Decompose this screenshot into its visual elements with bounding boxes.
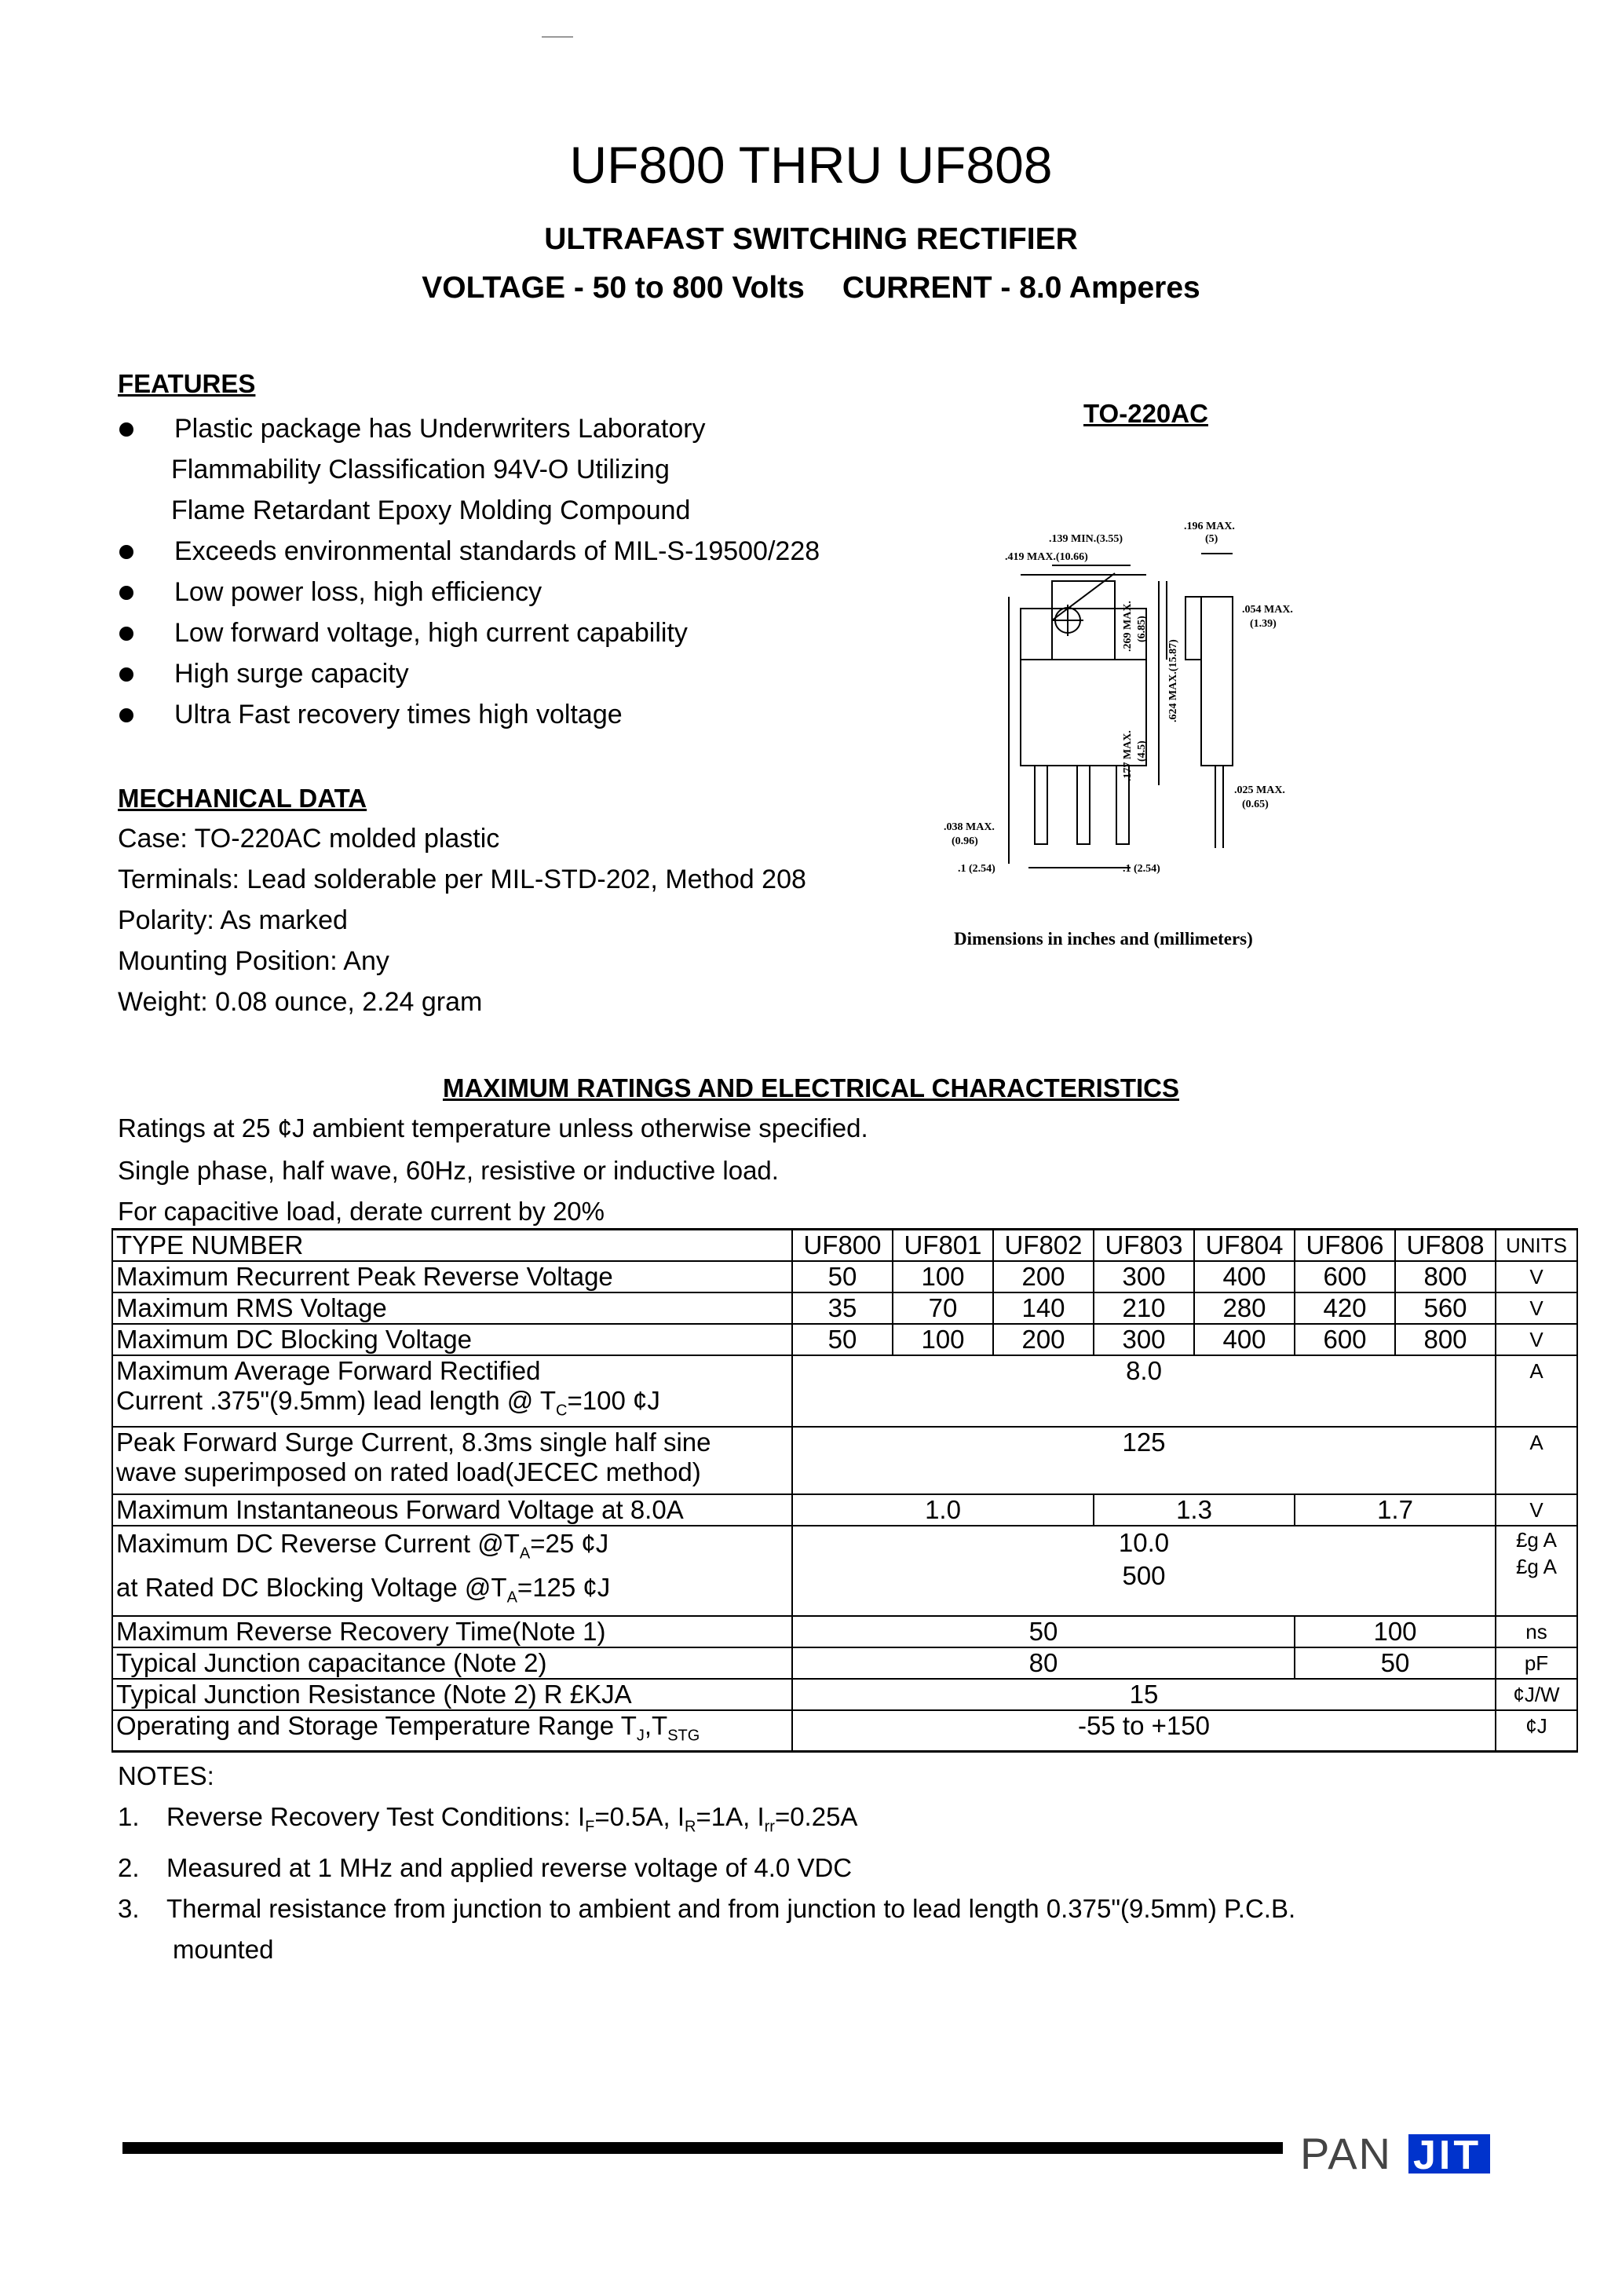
col-header: UF803	[1094, 1230, 1194, 1262]
feature-item: Plastic package has Underwriters Laboratory Flammability Classification 94V-O Utilizing Flame Retardant Epoxy Molding Compound	[118, 408, 903, 531]
dim-038-mm: (0.96)	[952, 835, 978, 847]
current-summary: CURRENT - 8.0 Amperes	[842, 271, 1200, 305]
ratings-intro	[118, 1107, 868, 1231]
intro-line: For capacitive load, derate current by 20%	[118, 1197, 605, 1226]
table-row: Maximum DC Blocking Voltage 50 100 200 300 400 600 800 V	[112, 1324, 1577, 1355]
table-row: Maximum Reverse Recovery Time(Note 1) 50 100 ns	[112, 1616, 1577, 1647]
mechanical-line: Weight: 0.08 ounce, 2.24 gram	[118, 987, 483, 1017]
pitch-left: .1 (2.54)	[958, 863, 995, 875]
features-section	[118, 369, 903, 735]
table-row: Typical Junction capacitance (Note 2) 80 50 pF	[112, 1647, 1577, 1679]
dim-054-mm: (1.39)	[1250, 618, 1277, 630]
rating-summary	[0, 271, 1622, 305]
note-item: 1. Reverse Recovery Test Conditions: $I_F=0.5A$, $I_R=1A$, $I_{rr}=0.25A$	[118, 1802, 858, 1836]
mechanical-line: Case: TO-220AC molded plastic	[118, 824, 500, 854]
features-list	[118, 408, 903, 735]
dim-269: .269 MAX.	[1122, 601, 1134, 652]
dim-269-mm: (6.85)	[1136, 616, 1148, 642]
col-header: UF808	[1395, 1230, 1496, 1262]
feature-item: High surge capacity	[118, 653, 903, 694]
intro-line: Single phase, half wave, 60Hz, resistive or inductive load.	[118, 1156, 779, 1185]
table-row: Maximum DC Reverse Current $@T_A=25$ ¢J at Rated DC Blocking Voltage $@T_A=125$ ¢J 10.0 500 £g A £g A	[112, 1526, 1577, 1616]
page-title: UF800 THRU UF808	[569, 136, 1053, 194]
type-number-label: TYPE NUMBER	[112, 1230, 792, 1262]
panjit-logo	[1300, 2130, 1496, 2177]
col-header: UF804	[1194, 1230, 1295, 1262]
ratings-heading-wrap	[0, 1073, 1622, 1103]
footer-rule	[122, 2142, 1283, 2154]
feature-item: Low power loss, high efficiency	[118, 572, 903, 612]
dim-038: .038 MAX.	[944, 821, 995, 833]
col-header: UF801	[893, 1230, 993, 1262]
package-outline-diagram	[934, 518, 1343, 887]
svg-text:JIT: JIT	[1413, 2133, 1482, 2177]
mechanical-line: Mounting Position: Any	[118, 946, 389, 976]
notes-section	[118, 1756, 1295, 1970]
feature-item: Ultra Fast recovery times high voltage	[118, 694, 903, 735]
note-item: 3. Thermal resistance from junction to ambient and from junction to lead length 0.375"(9.5mm) P.C.B.	[118, 1893, 1296, 1923]
dim-419: .419 MAX.(10.66)	[1005, 551, 1088, 563]
dim-177: .177 MAX.	[1122, 730, 1134, 781]
table-row: Maximum RMS Voltage 35 70 140 210 280 420 560 V	[112, 1292, 1577, 1324]
dim-054: .054 MAX.	[1242, 604, 1293, 616]
table-row: Typical Junction Resistance (Note 2) R £KJA 15 ¢J/W	[112, 1679, 1577, 1710]
dimensions-caption: Dimensions in inches and (millimeters)	[954, 929, 1253, 949]
table-row: Maximum Instantaneous Forward Voltage at 8.0A 1.0 1.3 1.7 V	[112, 1494, 1577, 1526]
subtitle: ULTRAFAST SWITCHING RECTIFIER	[544, 222, 1078, 256]
package-name: TO-220AC	[1083, 399, 1208, 428]
mechanical-line: Terminals: Lead solderable per MIL-STD-202, Method 208	[118, 865, 806, 894]
mechanical-line: Polarity: As marked	[118, 905, 348, 935]
ratings-heading: MAXIMUM RATINGS AND ELECTRICAL CHARACTERISTICS	[442, 1073, 1180, 1102]
dim-624: .624 MAX.(15.87)	[1167, 639, 1179, 722]
table-row: Operating and Storage Temperature Range $T_J,T_{STG}$ -55 to +150 ¢J	[112, 1710, 1577, 1752]
dim-025-mm: (0.65)	[1242, 799, 1269, 810]
dim-139: .139 MIN.(3.55)	[1049, 533, 1123, 545]
table-row: Maximum Average Forward Rectified Current .375"(9.5mm) lead length @ $T_C=100$ ¢J 8.0 A	[112, 1355, 1577, 1427]
voltage-summary: VOLTAGE - 50 to 800 Volts	[422, 271, 805, 305]
col-header: UF806	[1295, 1230, 1395, 1262]
dim-177-mm: (4.5)	[1136, 740, 1148, 762]
dim-196: .196 MAX.	[1184, 521, 1235, 532]
features-heading: FEATURES	[118, 369, 256, 398]
col-header: UF802	[993, 1230, 1094, 1262]
col-header: UF800	[792, 1230, 893, 1262]
dim-025: .025 MAX.	[1234, 784, 1285, 796]
svg-text:PAN: PAN	[1300, 2130, 1392, 2177]
feature-item: Exceeds environmental standards of MIL-S-19500/228	[118, 531, 903, 572]
top-mark	[542, 36, 573, 38]
ratings-table	[111, 1228, 1578, 1753]
pitch-right: .1 (2.54)	[1123, 863, 1160, 875]
table-header-row	[112, 1230, 1577, 1262]
note-item: 2. Measured at 1 MHz and applied reverse voltage of 4.0 VDC	[118, 1852, 853, 1882]
table-row: Peak Forward Surge Current, 8.3ms single half sine wave superimposed on rated load(JECEC method) 125 A	[112, 1427, 1577, 1494]
note-item-continued: mounted	[173, 1934, 274, 1964]
mechanical-heading: MECHANICAL DATA	[118, 784, 367, 813]
units-header: UNITS	[1496, 1230, 1577, 1262]
dim-196-mm: (5)	[1205, 533, 1218, 545]
notes-heading: NOTES:	[118, 1761, 214, 1790]
table-row: Maximum Recurrent Peak Reverse Voltage 50 100 200 300 400 600 800 V	[112, 1261, 1577, 1292]
intro-line: Ratings at 25 ¢J ambient temperature unless otherwise specified.	[118, 1113, 868, 1143]
mechanical-data-section	[118, 784, 806, 1022]
feature-item: Low forward voltage, high current capability	[118, 612, 903, 653]
